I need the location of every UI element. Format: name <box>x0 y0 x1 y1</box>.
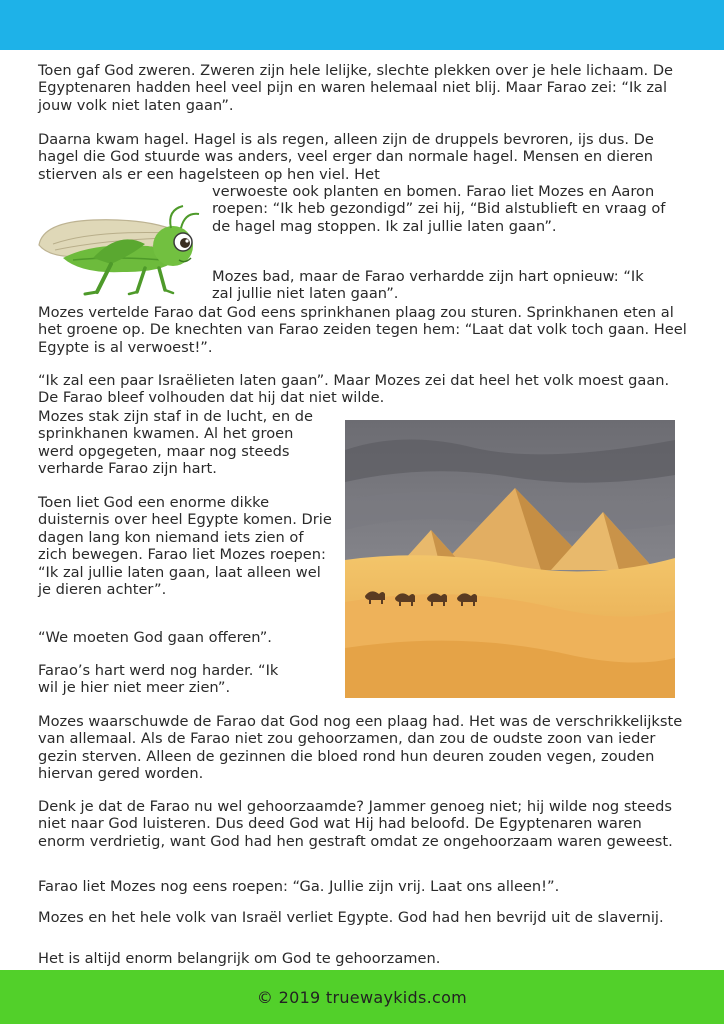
paragraph-pharaoh-harder: Farao’s hart werd nog harder. “Ik wil je hier niet meer zien”. <box>38 662 279 697</box>
paragraph-sacrifice: “We moeten God gaan offeren”. <box>38 629 272 646</box>
grasshopper-illustration <box>33 200 203 300</box>
paragraph-left-egypt: Mozes en het hele volk van Israël verliet Egypte. God had hen bevrijd uit de slavernij. <box>38 909 664 926</box>
paragraph-locusts-warning: Mozes vertelde Farao dat God eens sprinkhanen plaag zou sturen. Sprinkhanen eten al het groene op. De knechten van Farao zeiden tegen hem: “Laat dat volk toch gaan. Heel Egypte is al verwoest!”. <box>38 304 687 356</box>
paragraph-obey-god: Het is altijd enorm belangrijk om God te gehoorzamen. <box>38 950 441 967</box>
pyramids-desert-illustration <box>345 420 675 698</box>
paragraph-hail-intro: Daarna kwam hagel. Hagel is als regen, alleen zijn de druppels bevroren, ijs dus. De hagel die God stuurde was anders, veel erger dan normale hagel. Mensen en dieren stierven als er een hagelsteen op hen viel. Het <box>38 131 654 183</box>
paragraph-boils: Toen gaf God zweren. Zweren zijn hele lelijke, slechte plekken over je hele lichaam. De Egyptenaren hadden heel veel pijn en waren helemaal niet blij. Maar Farao zei: “Ik zal jouw volk niet laten gaan”. <box>38 62 674 114</box>
paragraph-moses-prayed: Mozes bad, maar de Farao verhardde zijn hart opnieuw: “Ik zal jullie niet laten gaan”. <box>212 268 644 303</box>
paragraph-some-israelites: “Ik zal een paar Israëlieten laten gaan”. Maar Mozes zei dat heel het volk moest gaan. De Farao bleef volhouden dat hij dat niet wilde. <box>38 372 670 407</box>
footer-copyright: © 2019 truewaykids.com <box>256 987 468 1007</box>
paragraph-locusts-came: Mozes stak zijn staf in de lucht, en de sprinkhanen kwamen. Al het groen werd opgegeten, maar nog steeds verharde Farao zijn hart. <box>38 408 313 478</box>
paragraph-hail-continued: verwoeste ook planten en bomen. Farao liet Mozes en Aaron roepen: “Ik heb gezondigd” zei hij, “Bid alstublieft en vraag of de hagel mag stoppen. Ik zal jullie laten gaan”. <box>212 183 666 235</box>
paragraph-last-plague: Mozes waarschuwde de Farao dat God nog een plaag had. Het was de verschrikkelijkste van allemaal. Als de Farao niet zou gehoorzamen, dan zou de oudste zoon van ieder gezin sterven. Alleen de gezinnen die bloed rond hun deuren zouden vegen, zouden hiervan gered worden. <box>38 713 683 783</box>
paragraph-darkness: Toen liet God een enorme dikke duisternis over heel Egypte komen. Drie dagen lang kon niemand iets zien of zich bewegen. Farao liet Mozes roepen: “Ik zal jullie laten gaan, laat alleen wel je dieren achter”. <box>38 494 332 599</box>
paragraph-you-are-free: Farao liet Mozes nog eens roepen: “Ga. Jullie zijn vrij. Laat ons alleen!”. <box>38 878 560 895</box>
footer-banner <box>0 970 724 1024</box>
paragraph-not-obeyed: Denk je dat de Farao nu wel gehoorzaamde? Jammer genoeg niet; hij wilde nog steeds niet naar God luisteren. Dus deed God wat Hij had beloofd. De Egyptenaren waren enorm verdrietig, want God had hen gestraft omdat ze ongehoorzaam waren geweest. <box>38 798 673 850</box>
top-banner <box>0 0 724 50</box>
